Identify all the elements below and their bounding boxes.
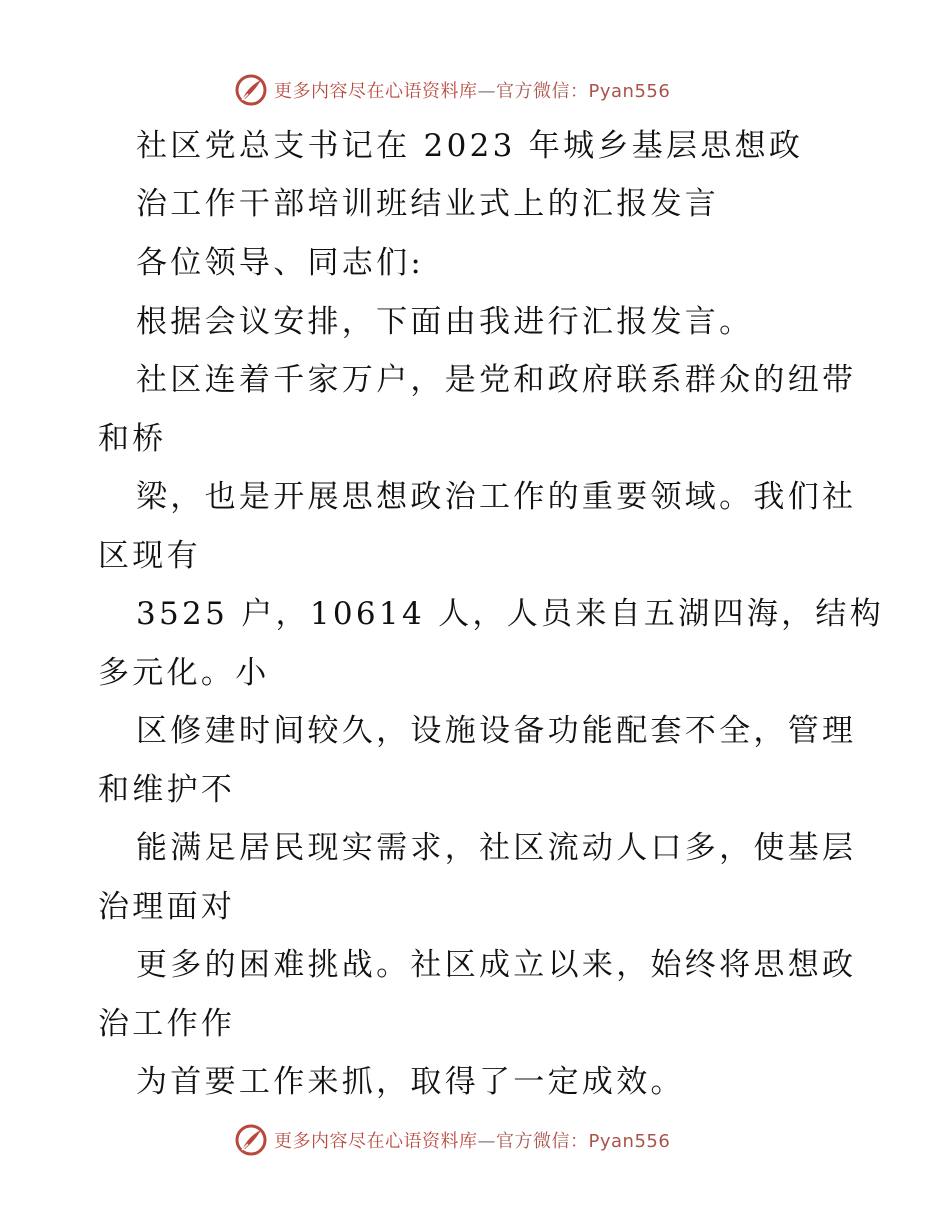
feather-pen-logo-icon xyxy=(234,73,268,107)
paragraph-line: 和桥 xyxy=(98,421,167,457)
watermark-text xyxy=(274,1127,670,1153)
watermark-brand: 更多内容尽在心语资料库 xyxy=(274,81,478,102)
header-watermark xyxy=(234,72,670,108)
paragraph-line: 社区连着千家万户，是党和政府联系群众的纽带 xyxy=(136,362,857,398)
watermark-separator: — xyxy=(477,81,496,102)
salutation: 各位领导、同志们: xyxy=(136,245,425,281)
watermark-wechat-id: Pyan556 xyxy=(588,1131,671,1152)
feather-pen-logo-icon xyxy=(234,1123,268,1157)
watermark-separator: — xyxy=(477,1131,496,1152)
paragraph-line: 根据会议安排，下面由我进行汇报发言。 xyxy=(136,304,754,340)
paragraph-line: 和维护不 xyxy=(98,772,236,808)
paragraph-line: 多元化。小 xyxy=(98,655,270,691)
document-title-line-1: 社区党总支书记在 2023 年城乡基层思想政 xyxy=(136,128,804,164)
paragraph-line: 3525 户，10614 人，人员来自五湖四海，结构 xyxy=(136,596,885,632)
paragraph-line: 区修建时间较久，设施设备功能配套不全，管理 xyxy=(136,713,857,749)
paragraph-line: 治理面对 xyxy=(98,889,236,925)
watermark-wechat-label: 官方微信： xyxy=(496,81,589,102)
watermark-brand: 更多内容尽在心语资料库 xyxy=(274,1131,478,1152)
watermark-wechat-label: 官方微信： xyxy=(496,1131,589,1152)
document-title-line-2: 治工作干部培训班结业式上的汇报发言 xyxy=(136,186,720,222)
paragraph-line: 治工作作 xyxy=(98,1006,236,1042)
paragraph-line: 区现有 xyxy=(98,538,201,574)
paragraph-line: 为首要工作来抓，取得了一定成效。 xyxy=(136,1064,685,1100)
paragraph-line: 更多的困难挑战。社区成立以来，始终将思想政 xyxy=(136,947,857,983)
watermark-wechat-id: Pyan556 xyxy=(588,81,671,102)
paragraph-line: 梁，也是开展思想政治工作的重要领域。我们社 xyxy=(136,479,857,515)
paragraph-line: 能满足居民现实需求，社区流动人口多，使基层 xyxy=(136,830,857,866)
footer-watermark xyxy=(234,1122,670,1158)
watermark-text xyxy=(274,77,670,103)
